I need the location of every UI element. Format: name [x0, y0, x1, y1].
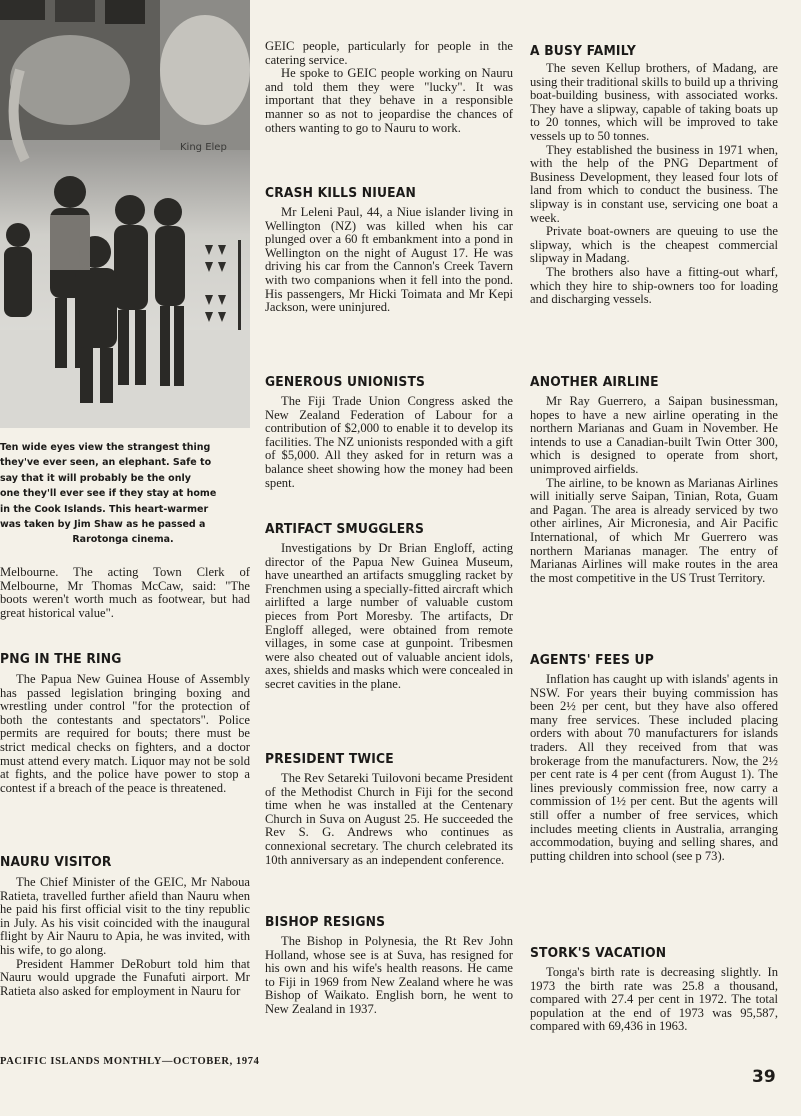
article-heading: GENEROUS UNIONISTS — [265, 375, 426, 390]
article-paragraph: GEIC people, particularly for people in the catering service. — [265, 39, 513, 67]
article-png-ring — [0, 652, 250, 795]
article-paragraph: Investigations by Dr Brian Engloff, acting director of the Papua New Guinea Museum, have unearthed an artifacts smuggling racket by Frenchmen using a specially-fitted aircraft which airlifted a large number of valuable custom pieces from Port Moresby. The artifacts, Dr Engloff alleged, were obtained from remote villages, in some case at gunpoint. Tribesmen were also cheated out of valuable ancient idols, axes, shields and masks which were concealed in secret cavities in the plane. — [265, 541, 513, 691]
article-paragraph: The Chief Minister of the GEIC, Mr Naboua Ratieta, travelled further afield than Nauru when he paid his first official visit to the tiny republic in July. As his visit coincided with the inaugural flight by Air Nauru to Apia, he was invited, with his wife, to go along. — [0, 875, 250, 957]
poster-text: King Elep — [180, 142, 227, 153]
article-president-twice — [265, 752, 513, 867]
page-footer-masthead: PACIFIC ISLANDS MONTHLY—OCTOBER, 1974 — [0, 1056, 260, 1067]
article-heading: PNG IN THE RING — [0, 652, 122, 667]
article-paragraph: He spoke to GEIC people working on Nauru and told them they were "lucky". It was important that they behave in a responsible manner so as not to jeopardise the chances of others wanting to go to Nauru to work. — [265, 66, 513, 135]
article-heading: BISHOP RESIGNS — [265, 915, 386, 930]
article-heading: A BUSY FAMILY — [530, 44, 636, 59]
article-heading: ANOTHER AIRLINE — [530, 375, 659, 390]
caption-line: they've ever seen, an elephant. Safe to — [0, 457, 212, 469]
article-artifact-smugglers — [265, 522, 513, 692]
caption-line: one they'll ever see if they stay at home — [0, 488, 217, 500]
article-heading: PRESIDENT TWICE — [265, 752, 394, 767]
article-heading: STORK'S VACATION — [530, 946, 667, 961]
article-melbourne-end — [0, 566, 250, 620]
article-paragraph: The Papua New Guinea House of Assembly has passed legislation bringing boxing and wrestling under control "for the protection of both the contestants and spectators". Police permits are required for bouts; there must be strict medical checks on fighters, and a doctor must attend every match. Liquor may not be sold at fights, and the police have power to stop a contest if a breach of the peace is threatened. — [0, 672, 250, 795]
article-another-airline — [530, 375, 778, 585]
photo-illustration — [0, 0, 250, 428]
photo-caption — [0, 440, 246, 548]
article-paragraph: The Bishop in Polynesia, the Rt Rev John Holland, whose see is at Suva, has resigned for his own and his wife's health reasons. He came to Fiji in 1969 from New Zealand where he was Bishop of Waikato. English born, he went to New Zealand in 1937. — [265, 934, 513, 1016]
article-paragraph: The Fiji Trade Union Congress asked the New Zealand Federation of Labour for a contribution of $2,000 to enable it to develop its facilities. The NZ unionists responded with a gift of $5,000. All they asked for in return was a balance sheet showing how the money had been spent. — [265, 394, 513, 490]
elephant-photo — [0, 0, 250, 428]
caption-line: was taken by Jim Shaw as he passed a — [0, 519, 206, 531]
article-crash-niuean — [265, 186, 513, 315]
caption-line: Ten wide eyes view the strangest thing — [0, 442, 211, 453]
article-paragraph: They established the business in 1971 when, with the help of the PNG Department of Business Development, they leased four lots of land from which to conduct the business. The slipway is in constant use, servicing one boat a week. — [530, 142, 778, 225]
caption-line: say that it will probably be the only — [0, 472, 191, 484]
article-paragraph: Mr Leleni Paul, 44, a Niue islander living in Wellington (NZ) was killed when his car plunged over a 60 ft embankment into a pond in Wellington on the night of August 17. He was driving his car from the Cannon's Creek Tavern with two companions when it fell into the pond. His passengers, Mr Hicki Toimata and Mr Kepi Jackson, were uninjured. — [265, 205, 513, 315]
article-paragraph: Inflation has caught up with islands' agents in NSW. For years their buying commission has been 2½ per cent, but they have also offered many free services. These included placing orders with about 70 manufacturers for islands traders. All they received from that was brokerage from the manufacturers. Now, the 2½ per cent rate is 4 per cent (from August 1). The lines previously commission free, now carry a commission of 1½ per cent. But the agents will still offer a number of free services, which includes meeting clients in Australia, arranging accommodation, buying and selling shares, and putting children into school (see p 73). — [530, 672, 778, 863]
caption-line: in the Cook Islands. This heart-warmer — [0, 503, 209, 515]
article-heading: ARTIFACT SMUGGLERS — [265, 522, 425, 537]
article-nauru-visitor — [0, 855, 250, 998]
article-generous-unionists — [265, 375, 513, 490]
article-heading: AGENTS' FEES UP — [530, 653, 654, 668]
article-paragraph: President Hammer DeRoburt told him that Nauru would upgrade the Funafuti airport. Mr Ratieta also asked for employment in Nauru for — [0, 956, 250, 998]
article-paragraph: The airline, to be known as Marianas Airlines will initially serve Saipan, Tinian, Rota, Guam and Pagan. The area is already serviced by two other airlines, Air Micronesia, and Air Pacific International, of which Mr Guerrero was northern Marianas manager. The entry of Marianas Airlines will make routes in the area the most competitive in the US Trust Territory. — [530, 475, 778, 585]
article-bishop-resigns — [265, 915, 513, 1017]
article-paragraph: Private boat-owners are queuing to use the slipway, which is the cheapest commercial slipway in Madang. — [530, 224, 778, 266]
article-agents-fees — [530, 653, 778, 863]
article-busy-family — [530, 44, 778, 307]
article-paragraph: Mr Ray Guerrero, a Saipan businessman, hopes to have a new airline operating in the northern Marianas and Guam in November. He intends to use a Canadian-built Twin Otter 300, which is designed to operate from short, unimproved airfields. — [530, 394, 778, 476]
article-paragraph: Tonga's birth rate is decreasing slightly. In 1973 the birth rate was 25.8 a thousand, compared with 27.4 per cent in 1972. The total population at the end of 1973 was 95,587, compared with 69,436 in 1963. — [530, 965, 778, 1034]
article-paragraph: The brothers also have a fitting-out wharf, which they hire to ship-owners too for loading and discharging vessels. — [530, 264, 778, 307]
article-heading: NAURU VISITOR — [0, 855, 112, 870]
article-paragraph: The Rev Setareki Tuilovoni became President of the Methodist Church in Fiji for the second time when he was installed at the Centenary Church in Suva on August 25. He succeeded the Rev S. G. Andrews who continues as connexional secretary. The church celebrated its 10th anniversary as an independent conference. — [265, 771, 513, 867]
article-heading: CRASH KILLS NIUEAN — [265, 186, 416, 201]
article-paragraph: Melbourne. The acting Town Clerk of Melbourne, Mr Thomas McCaw, said: "The boots weren't worth much as footwear, but had great historical value". — [0, 565, 250, 620]
page-number: 39 — [752, 1067, 776, 1087]
article-paragraph: The seven Kellup brothers, of Madang, are using their traditional skills to build up a thriving boat-building business, with associated works. They have a slipway, capable of taking boats up to 20 tonnes, which will be improved to take vessels up to 50 tonnes. — [530, 61, 778, 143]
article-nauru-continued — [265, 40, 513, 135]
article-storks-vacation — [530, 946, 778, 1034]
caption-line: Rarotonga cinema. — [72, 534, 174, 546]
